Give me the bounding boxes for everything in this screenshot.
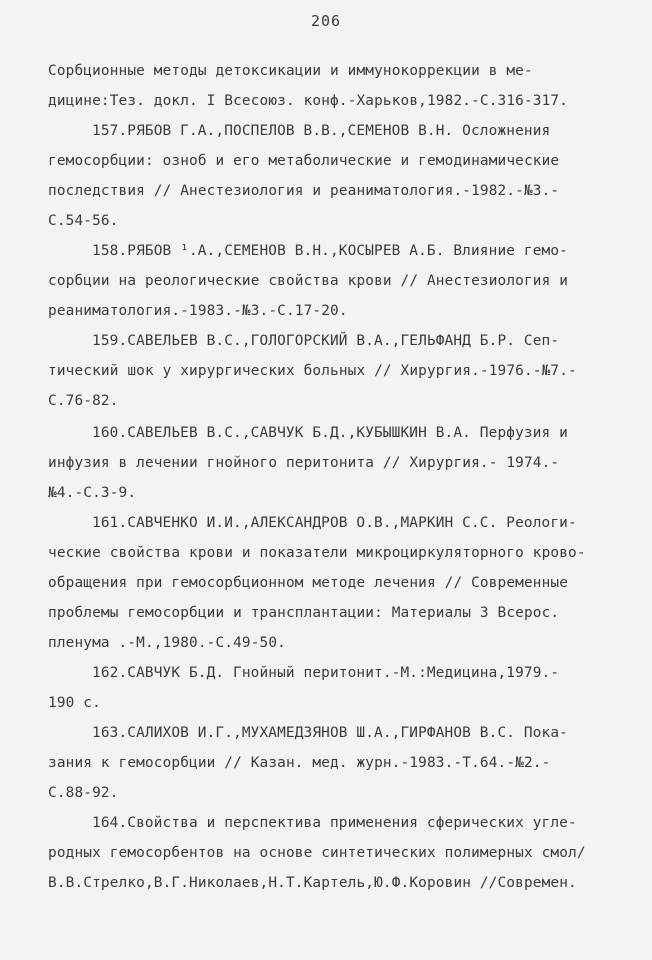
- reference-163-line: 163.САЛИХОВ И.Г.,МУХАМЕДЗЯНОВ Ш.А.,ГИРФАНОВ В.С. Пока-: [92, 725, 568, 741]
- text-line: проблемы гемосорбции и трансплантации: Материалы 3 Всерос.: [48, 605, 560, 621]
- reference-159-line: 159.САВЕЛЬЕВ В.С.,ГОЛОГОРСКИЙ В.А.,ГЕЛЬФАНД Б.Р. Сеп-: [92, 333, 560, 349]
- text-line: реаниматология.-1983.-№3.-С.17-20.: [48, 303, 348, 319]
- text-line: ческие свойства крови и показатели микроциркуляторного крово-: [48, 545, 586, 561]
- text-line: пленума .-М.,1980.-С.49-50.: [48, 635, 286, 651]
- text-line: обращения при гемосорбционном методе лечения // Современные: [48, 575, 569, 591]
- text-line: зания к гемосорбции // Казан. мед. журн.-1983.-Т.64.-№2.-: [48, 755, 551, 771]
- text-line: последствия // Анестезиология и реаниматология.-1982.-№3.-: [48, 183, 560, 199]
- reference-161-line: 161.САВЧЕНКО И.И.,АЛЕКСАНДРОВ О.В.,МАРКИН С.С. Реологи-: [92, 515, 577, 531]
- text-line: В.В.Стрелко,В.Г.Николаев,Н.Т.Картель,Ю.Ф.Коровин //Современ.: [48, 875, 577, 891]
- reference-158-line: 158.РЯБОВ ¹.А.,СЕМЕНОВ В.Н.,КОСЫРЕВ А.Б. Влияние гемо-: [92, 243, 568, 259]
- text-line: сорбции на реологические свойства крови // Анестезиология и: [48, 273, 569, 289]
- text-line: тический шок у хирургических больных // Хирургия.-1976.-№7.-: [48, 363, 577, 379]
- reference-157-line: 157.РЯБОВ Г.А.,ПОСПЕЛОВ В.В.,СЕМЕНОВ В.Н. Осложнения: [92, 123, 551, 139]
- reference-164-line: 164.Свойства и перспектива применения сферических угле-: [92, 815, 577, 831]
- text-line: С.88-92.: [48, 785, 119, 801]
- text-line: родных гемосорбентов на основе синтетических полимерных смол/: [48, 845, 586, 861]
- text-line: гемосорбции: озноб и его метаболические и гемодинамические: [48, 153, 560, 169]
- text-line: №4.-С.3-9.: [48, 485, 137, 501]
- page-number: 206: [310, 12, 342, 30]
- text-line: С.76-82.: [48, 393, 119, 409]
- text-line: инфузия в лечении гнойного перитонита // Хирургия.- 1974.-: [48, 455, 560, 471]
- text-line: Сорбционные методы детоксикации и иммунокоррекции в ме-: [48, 63, 533, 79]
- reference-162-line: 162.САВЧУК Б.Д. Гнойный перитонит.-М.:Медицина,1979.-: [92, 665, 560, 681]
- text-line: 190 с.: [48, 695, 101, 711]
- text-line: дицине:Тез. докл. I Всесоюз. конф.-Харьков,1982.-С.316-317.: [48, 93, 569, 109]
- text-line: С.54-56.: [48, 213, 119, 229]
- reference-160-line: 160.САВЕЛЬЕВ В.С.,САВЧУК Б.Д.,КУБЫШКИН В.А. Перфузия и: [92, 425, 568, 441]
